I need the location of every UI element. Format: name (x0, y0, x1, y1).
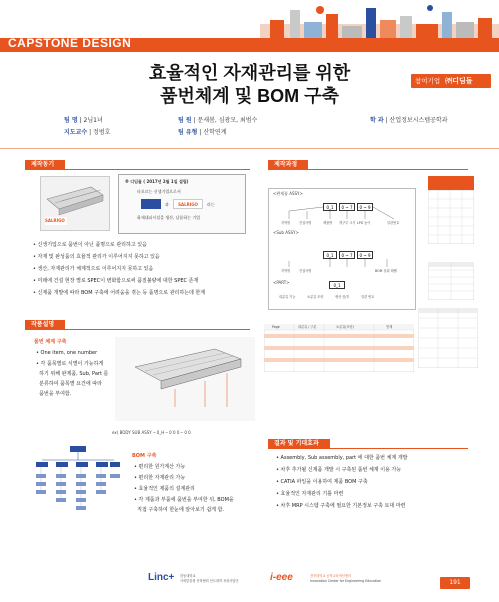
title-line1: 효율적인 자재관리를 위한 (148, 63, 351, 83)
sub-code-a: 0_1 (323, 251, 337, 259)
result-line (268, 448, 468, 449)
sub-label: <Sub ASSY> (273, 230, 299, 235)
banner-title: CAPSTONE DESIGN (8, 36, 132, 50)
brand-logo-1 (141, 199, 161, 209)
product-label: SALRIGO (45, 218, 65, 223)
explain-caption: ex) BODY SUB ASSY ─ 0_H ─ 0 0 0 ─ 0 0 (112, 430, 191, 435)
process-line (268, 169, 468, 170)
advisor-label: 지도교수 (64, 129, 88, 136)
col-label-3: 제품명 (323, 221, 333, 225)
result-bullet-1: • Assembly, Sub assembly, part 에 대한 품번 체계 개발 (276, 455, 408, 461)
bom-tree (34, 442, 122, 552)
motive-line (25, 169, 250, 170)
note-line1: 타오르는 신생기업으로서 (137, 189, 181, 194)
code-table-4-grid (264, 324, 414, 372)
type-label: 팀 유형 (178, 129, 198, 136)
col-label-1: 지역명 (281, 221, 291, 225)
col-label-2: 건설사명 (299, 221, 312, 225)
explain-bullet-2: • 각 품목별로 식별이 가능하게 (36, 361, 104, 367)
bom-bullet-3: • 효율적인 제품의 설계관리 (134, 486, 195, 492)
coding-connector-lines (269, 189, 417, 311)
sub-code-b: 0 ~ 7 (339, 251, 355, 259)
title-line2: 품번체계 및 BOM 구축 (160, 86, 339, 106)
t4-h3: 소분류(모양) (336, 325, 354, 329)
t4-h4: 현재 (386, 325, 393, 329)
brand-logo-salrigo: SALRIGO (173, 199, 203, 209)
code-box-c: 0 ~ 9 (357, 203, 373, 211)
bom-label-1: BOM 상위 레벨 (375, 269, 397, 273)
note-suffix: 라는 (207, 202, 215, 207)
code-table-1 (428, 176, 474, 244)
team-type: 산학연계 (203, 129, 227, 136)
bom-bullet-1: • 편리한 원가계산 가능 (134, 464, 186, 470)
linc-logo: Linc+ (148, 572, 175, 583)
sub-code-c: 0 ~ 9 (357, 251, 373, 259)
team-name-label: 팀 명 (64, 117, 78, 124)
result-bullet-5: • 차후 MRP 시스템 구축에 필요한 기본정보 구축 토대 마련 (276, 503, 406, 509)
ieee-text1: 전북대학교 공학교육혁신센터 (310, 574, 352, 578)
company-name: ㈜디딤돌 (445, 77, 473, 85)
bom-bullet-5: 직접 구축하여 한눈에 알아보기 쉽게 함. (134, 507, 224, 513)
col-label-7: 일련번호 (387, 221, 400, 225)
sub-col-1: 지역명 (281, 269, 291, 273)
t4-h2: 대분류 / 구분 (298, 325, 317, 329)
explain-title: 작품설명 (25, 320, 65, 329)
code-table-1-header (428, 176, 474, 190)
department: 산업정보시스템공학과 (389, 117, 448, 124)
product-photo (40, 176, 110, 231)
advisor: 정범호 (93, 129, 111, 136)
result-bullet-2: • 차후 추가될 신제품 개발 시 구축된 품번 체계 이용 가능 (276, 467, 402, 473)
ieee-logo: i-eee (270, 572, 293, 583)
code-table-1-grid (428, 190, 474, 244)
part-label: <PART> (273, 280, 290, 285)
note-title: ※ 디딤돌 ( 2017년 2월 1일 설립) (125, 179, 189, 184)
bom-title: BOM 구축 (132, 453, 157, 459)
dept-label: 학 과 (370, 117, 384, 124)
ieee-text2: Innovation Center for Engineering Education (310, 579, 382, 583)
page-number: 191 (440, 577, 470, 589)
team-name: 2님1녀 (83, 117, 103, 124)
motive-title: 제작동기 (25, 160, 65, 169)
code-table-3-grid (418, 308, 478, 368)
assy-label: <완제품 ASSY> (273, 191, 303, 196)
code-table-4 (264, 324, 414, 372)
code-table-2-grid (428, 262, 474, 300)
part-col-4: 일련 번호 (361, 295, 375, 299)
process-title: 제작과정 (268, 160, 308, 169)
result-title: 결과 및 기대효과 (268, 439, 330, 448)
result-bullet-3: • CATIA 파일을 이용하여 제품 BOM 구축 (276, 479, 368, 485)
part-col-2: 소분류 모양 (307, 295, 324, 299)
code-table-2 (428, 262, 474, 300)
info-right: 학 과 | 산업정보시스템공학과 (370, 117, 448, 124)
sub-col-2: 건설사명 (299, 269, 312, 273)
motive-bullet-3: • 생산, 자재관리가 체계적으로 이루어지지 못하고 있음 (33, 266, 154, 272)
t4-h1: Page (272, 325, 280, 329)
info-left: 팀 명 | 2님1녀 지도교수 | 정범호 (64, 117, 111, 136)
motive-bullet-4: • 미래에 건설 현장 별로 SPEC이 변화함으로써 품질불량에 대한 SPEC 존재 (33, 278, 199, 284)
note-line3: 화재대피시설을 생산, 납품하는 기업 (137, 215, 201, 220)
header (0, 0, 499, 58)
motive-bullet-1: • 신생기업으로 품번이 아닌 품명으로 관리하고 있음 (33, 242, 147, 248)
footer (0, 566, 499, 602)
members-label: 팀 원 (178, 117, 192, 124)
code-box-a: 0_1 (323, 203, 337, 211)
bom-bullet-4: • 각 제품과 부품에 품번을 부여한 뒤, BOM을 (134, 497, 234, 503)
part-code: 0_1 (329, 281, 345, 289)
coding-diagram (268, 188, 416, 310)
company-label: 참여기업 (415, 77, 441, 85)
divider (0, 148, 499, 149)
bom-bullet-2: • 편리한 자재관리 가능 (134, 475, 186, 481)
result-bullet-4: • 효율적인 자재관리 기틀 마련 (276, 491, 344, 497)
explain-bullet-4: 분류하여 품목별 요건에 따라 (36, 381, 102, 387)
bom-tree-diagram (34, 442, 122, 552)
info-mid: 팀 원 | 문새봄, 심광모, 최범수 팀 유형 | 산학연계 (178, 117, 258, 136)
col-label-5: LPG 높이 (357, 221, 371, 225)
explain-bullet-5: 품번을 부여함. (36, 391, 72, 397)
col-label-4: 개구부 크기 (339, 221, 356, 225)
code-box-b: 0 ~ 7 (339, 203, 355, 211)
part-col-1: 대분류 기능 (279, 295, 296, 299)
explain-bullet-1: • One item, one number (36, 350, 98, 356)
drawing-image (115, 337, 255, 421)
linc-text1: 한동대학교 (180, 574, 196, 578)
motive-bullet-5: • 신제품 개발에 따라 BOM 구축에 어려움을 겪는 등 품명으로 관리하는데 한계 (33, 290, 206, 296)
company-badge (411, 74, 491, 88)
note-and: 과 (165, 202, 169, 207)
explain-line (25, 329, 250, 330)
members: 문새봄, 심광모, 최범수 (197, 117, 258, 124)
part-col-3: 생산 전/후 (335, 295, 350, 299)
motive-bullet-2: • 자재 및 완성품의 효율적 관리가 이루어지지 못하고 있음 (33, 254, 160, 260)
explain-subtitle: 품번 체계 구축 (34, 339, 67, 345)
code-table-3 (418, 308, 478, 368)
company-note (118, 174, 246, 234)
explain-bullet-3: 하기 위해 완제품, Sub, Part 를 (36, 371, 109, 377)
cad-drawing (115, 337, 255, 421)
linc-text2: 사회맞춤형 산학협력 선도대학 육성사업단 (180, 579, 239, 583)
